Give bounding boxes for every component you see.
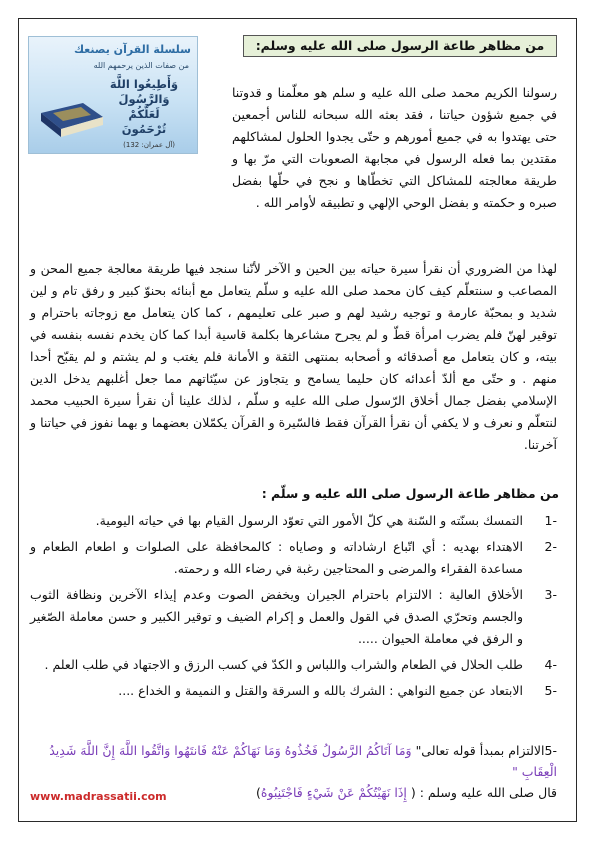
- list-item: -4 طلب الحلال في الطعام والشراب واللباس و الكدّ في كسب الرزق و الاجتهاد في طلب العلم .: [44, 657, 557, 672]
- intro-paragraph: رسولنا الكريم محمد صلى الله عليه و سلم هو معلّمنا و قدوتنا في جميع شؤون حياتنا ، فقد بعثه الله سبحانه للناس أجمعين حتى يهتدوا به في جميع أمورهم و حتّى يجدوا الحلول لمشاكلهم مقتدين بما فعله الرسول في مجابهة الصعوبات التي مرّ بها و طريقة معالجته للمشاكل التي تخطّاها و نجح في حلّها بفضل صبره و حكمته و بفضل الوحي الإلهي و تطبيقه لأوامر الله .: [232, 85, 557, 210]
- quran-verse-line: -5الالتزام بمبدأ قوله تعالى" وَمَا آتَاكُمُ الرَّسُولُ فَخُذُوهُ وَمَا نَهَاكُمْ عَنْهُ فَانتَهُوا وَاتَّقُوا اللَّهَ إِنَّ اللَّهَ شَدِيدُ الْعِقَابِ ": [49, 743, 557, 779]
- list-item: -2 الاهتداء بهديه : أي اتّباع ارشاداته و وصاياه : كالمحافظة على الصلوات و اطعام الطعام و مساعدة الفقراء والمرضى و المحتاجين رغبة في رضاء الله و رحمته.: [30, 539, 557, 576]
- list-item: -1 التمسك بسنّته و السّنة هي كلّ الأمور التي تعوّد الرسول القيام بها في حياته اليومية.: [95, 513, 557, 528]
- body-paragraph: لهذا من الضروري أن نقرأ سيرة حياته بين الحين و الآخر لأنّنا سنجد فيها طريقة معالجة جميع المحن و المصاعب و سنتعلّم كيف كان محمد صلى الله عليه و سلّم يتعامل مع أبنائه بحنوّ كبير و رفق تام و لين شديد و بمحبّة عارمة و توجيه رشيد لهم و صبر على تعليمهم ، كما كان يتعامل مع زوجاته باحترام و توقير لهنّ فلم يضرب امرأة قطّ و لم يجرح مشاعرها بكلمة قاسية أبدا كما كان يخدم نفسه بنفسه في بيته، و كان يتعامل مع أصدقائه و أصحابه بمنتهى الثقة و الأمانة فلم يغتب و لم يشتم و لم يقبّح أحدا منهم . و حتّى مع ألدّ أعدائه كان حليما يسامح و يتجاوز عن سيّئاتهم مما جعل أغلبهم يدخل الدين الإسلامي بفضل جمال أخلاق الرّسول صلى الله عليه و سلّم ، لذلك علينا أن نقرأ سيرة الحبيب محمد لنتعلّم و نعرف و لا يكفي أن نقرأ القرآن فقط فالسّيرة و القرآن يكمّلان بعضهما و بهما نفوز في حياتنا و آخرتنا.: [30, 261, 557, 452]
- hadith-text: إِذَا نَهَيْتُكُمْ عَنْ شَيْءٍ فَاجْتَنِبُوهُ: [260, 785, 407, 800]
- quran-verse: وَمَا آتَاكُمُ الرَّسُولُ فَخُذُوهُ وَمَا نَهَاكُمْ عَنْهُ فَانتَهُوا وَاتَّقُوا اللَّهَ إِنَّ اللَّهَ شَدِيدُ الْعِقَابِ ": [49, 743, 557, 779]
- cover-verse: وَأَطِيعُوا اللَّهَ وَالرَّسُولَ لَعَلَّكُمْ تُرْحَمُونَ: [109, 77, 179, 136]
- section-heading: من مظاهر طاعة الرسول صلى الله عليه و سلّم :: [261, 486, 559, 501]
- quran-cover-image: [28, 36, 198, 154]
- list-item: -5 الابتعاد عن جميع النواهي : الشرك بالله و السرقة والقتل و النميمة و الخداع ....: [118, 683, 557, 698]
- list-item: -3 الأخلاق العالية : الالتزام باحترام الجيران ويخفض الصوت وعدم إيذاء الآخرين ونظافة الثوب والجسم وتحرّي الصدق في القول والعمل و إكرام الضيف و توقير الكبير و حسن معاملة الصّغير و الرفق في معاملة الحيوان .....: [30, 587, 557, 646]
- cover-subtitle: من صفات الذين يرحمهم الله: [93, 61, 189, 70]
- cover-series-title: سلسلة القرآن يصنعك: [73, 43, 191, 56]
- cover-verse-reference: (آل عمران: 132): [123, 141, 175, 149]
- website-link[interactable]: www.madrassatii.com: [30, 790, 167, 803]
- page-title: من مظاهر طاعة الرسول صلى الله عليه وسلم:: [243, 35, 557, 57]
- book-icon: [37, 99, 107, 141]
- obedience-list: [30, 510, 557, 706]
- hadith-line: قال صلى الله عليه وسلم : ( إِذَا نَهَيْتُكُمْ عَنْ شَيْءٍ فَاجْتَنِبُوهُ): [256, 785, 557, 800]
